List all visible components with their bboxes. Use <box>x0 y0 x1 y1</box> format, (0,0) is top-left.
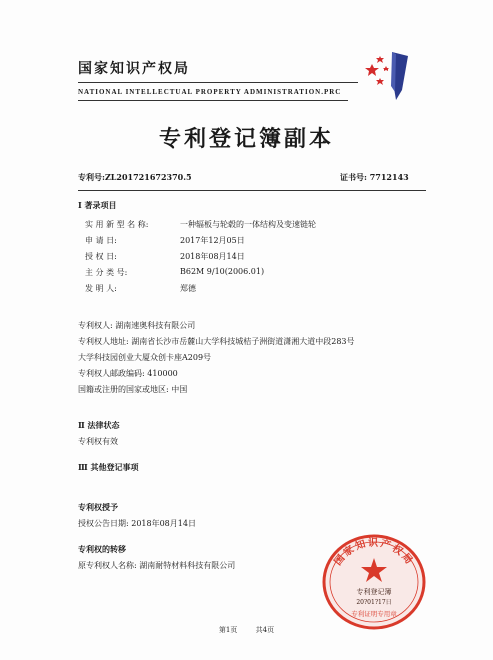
field-value-inventor: 郑德 <box>180 284 196 293</box>
section-2-heading: Ⅱ 法律状态 <box>78 420 120 430</box>
official-seal <box>318 528 430 632</box>
field-value-filing-date: 2017年12月05日 <box>180 236 245 245</box>
page-total: 共4页 <box>255 626 275 634</box>
previous-owner: 原专利权人名称: 湖南耐特材料科技有限公司 <box>78 561 236 570</box>
field-value-classification: B62M 9/10(2006.01) <box>180 267 265 276</box>
page-number: 第1页 <box>218 626 238 634</box>
grant-announcement-date: 授权公告日期: 2018年08月14日 <box>78 519 196 528</box>
owner-postcode: 专利权人邮政编码: 410000 <box>78 369 178 378</box>
document-title: 专利登记簿副本 <box>158 126 334 152</box>
header-divider-bottom <box>78 100 348 101</box>
field-label-grant-date: 授 权 日: <box>85 252 117 261</box>
seal-date-text: 20?01?17日 <box>356 599 392 606</box>
seal-top-text: 国家知识产权局 <box>332 538 416 568</box>
page-footer <box>0 625 493 635</box>
transfer-heading: 专利权的转移 <box>78 544 126 554</box>
owner-address-line1: 专利权人地址: 湖南省长沙市岳麓山大学科技城桔子洲街道潇湘大道中段283号 <box>78 337 355 346</box>
cnipa-logo-icon <box>358 46 420 102</box>
owner-address-line2: 大学科技园创业大厦众创卡座A209号 <box>78 353 212 362</box>
field-label-name: 实 用 新 型 名 称: <box>85 220 149 229</box>
section-1-heading: Ⅰ 著录项目 <box>78 200 117 210</box>
field-label-inventor: 发 明 人: <box>85 284 117 293</box>
owner-name: 专利权人: 湖南速奥科技有限公司 <box>78 321 196 330</box>
title-divider <box>78 190 426 191</box>
field-label-filing-date: 申 请 日: <box>85 236 117 245</box>
field-label-classification: 主 分 类 号: <box>85 268 128 277</box>
field-value-grant-date: 2018年08月14日 <box>180 252 245 261</box>
patent-number: 专利号:ZL201721672370.5 <box>78 172 192 182</box>
grant-heading: 专利权授予 <box>78 502 118 512</box>
seal-middle-text: 专利登记簿 <box>356 588 392 596</box>
field-value-name: 一种辐板与轮毂的一体结构及变速链轮 <box>180 220 316 229</box>
owner-nationality: 国籍或注册的国家或地区: 中国 <box>78 385 188 394</box>
certificate-number: 证书号: 7712143 <box>340 172 409 182</box>
seal-bottom-text: 专利证明专用章 <box>351 610 397 618</box>
header-divider-top <box>78 82 358 83</box>
org-name-en: NATIONAL INTELLECTUAL PROPERTY ADMINISTRATION.PRC <box>78 88 342 96</box>
legal-status: 专利权有效 <box>78 437 118 446</box>
section-3-heading: Ⅲ 其他登记事项 <box>78 462 139 472</box>
org-name-cn: 国家知识产权局 <box>78 61 190 77</box>
